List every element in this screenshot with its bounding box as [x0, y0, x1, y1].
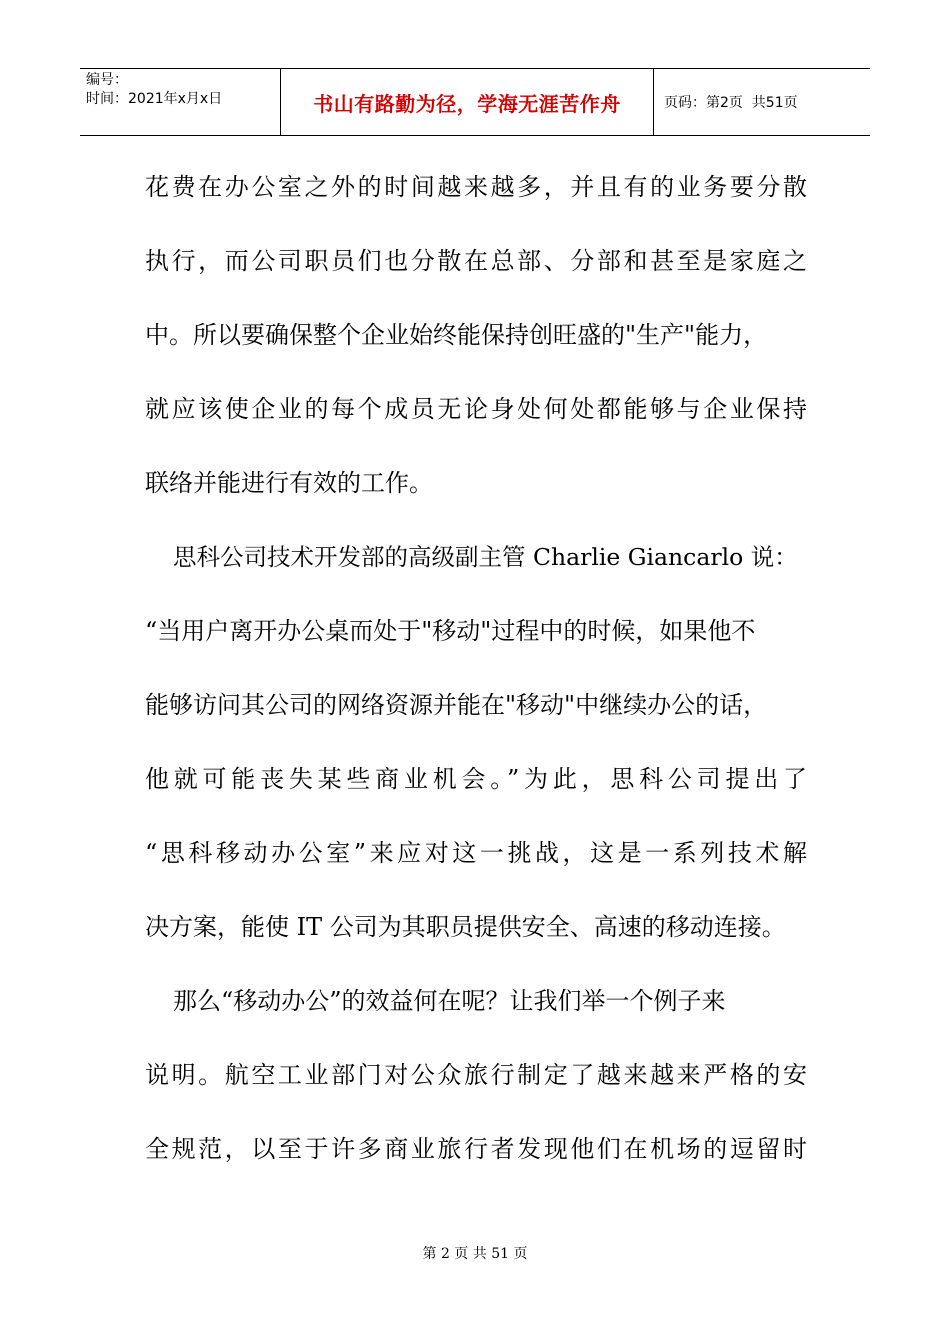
body-line: 就应该使企业的每个成员无论身处何处都能够与企业保持 — [145, 395, 807, 423]
header-page-cell — [654, 69, 870, 135]
body-line: 全规范，以至于许多商业旅行者发现他们在机场的逗留时 — [145, 1135, 807, 1163]
motto-text: 书山有路勤为径，学海无涯苦作舟 — [313, 91, 621, 116]
document-number-label: 编号： — [86, 72, 128, 88]
body-line: 能够访问其公司的网络资源并能在"移动"中继续办公的话， — [145, 691, 768, 719]
document-header — [80, 68, 870, 136]
body-line: 思科公司技术开发部的高级副主管 Charlie Giancarlo 说： — [173, 543, 798, 571]
body-line: 执行，而公司职员们也分散在总部、分部和甚至是家庭之 — [145, 247, 807, 275]
footer-page-number: 第 2 页 共 51 页 — [422, 1246, 528, 1262]
document-time-label: 时间：2021年x月x日 — [86, 91, 223, 107]
body-line: 决方案，能使 IT 公司为其职员提供安全、高速的移动连接。 — [145, 913, 786, 941]
body-line: “当用户离开办公桌而处于"移动"过程中的时候，如果他不 — [145, 617, 756, 645]
header-meta-cell — [80, 69, 281, 135]
body-line: 中。所以要确保整个企业始终能保持创旺盛的"生产"能力， — [145, 321, 768, 349]
page-footer — [0, 1243, 950, 1263]
document-body — [145, 158, 807, 1194]
page-info-text: 页码：第2页 共51页 — [664, 95, 798, 111]
body-line: 他就可能丧失某些商业机会。”为此，思科公司提出了 — [145, 765, 807, 793]
body-line: 说明。航空工业部门对公众旅行制定了越来越来严格的安 — [145, 1061, 807, 1089]
body-line: 联络并能进行有效的工作。 — [145, 469, 433, 497]
body-line: 花费在办公室之外的时间越来越多，并且有的业务要分散 — [145, 173, 807, 201]
body-line: 那么“移动办公”的效益何在呢？让我们举一个例子来 — [173, 987, 726, 1015]
header-motto-cell — [281, 69, 654, 135]
body-line: “思科移动办公室”来应对这一挑战，这是一系列技术解 — [145, 839, 807, 867]
